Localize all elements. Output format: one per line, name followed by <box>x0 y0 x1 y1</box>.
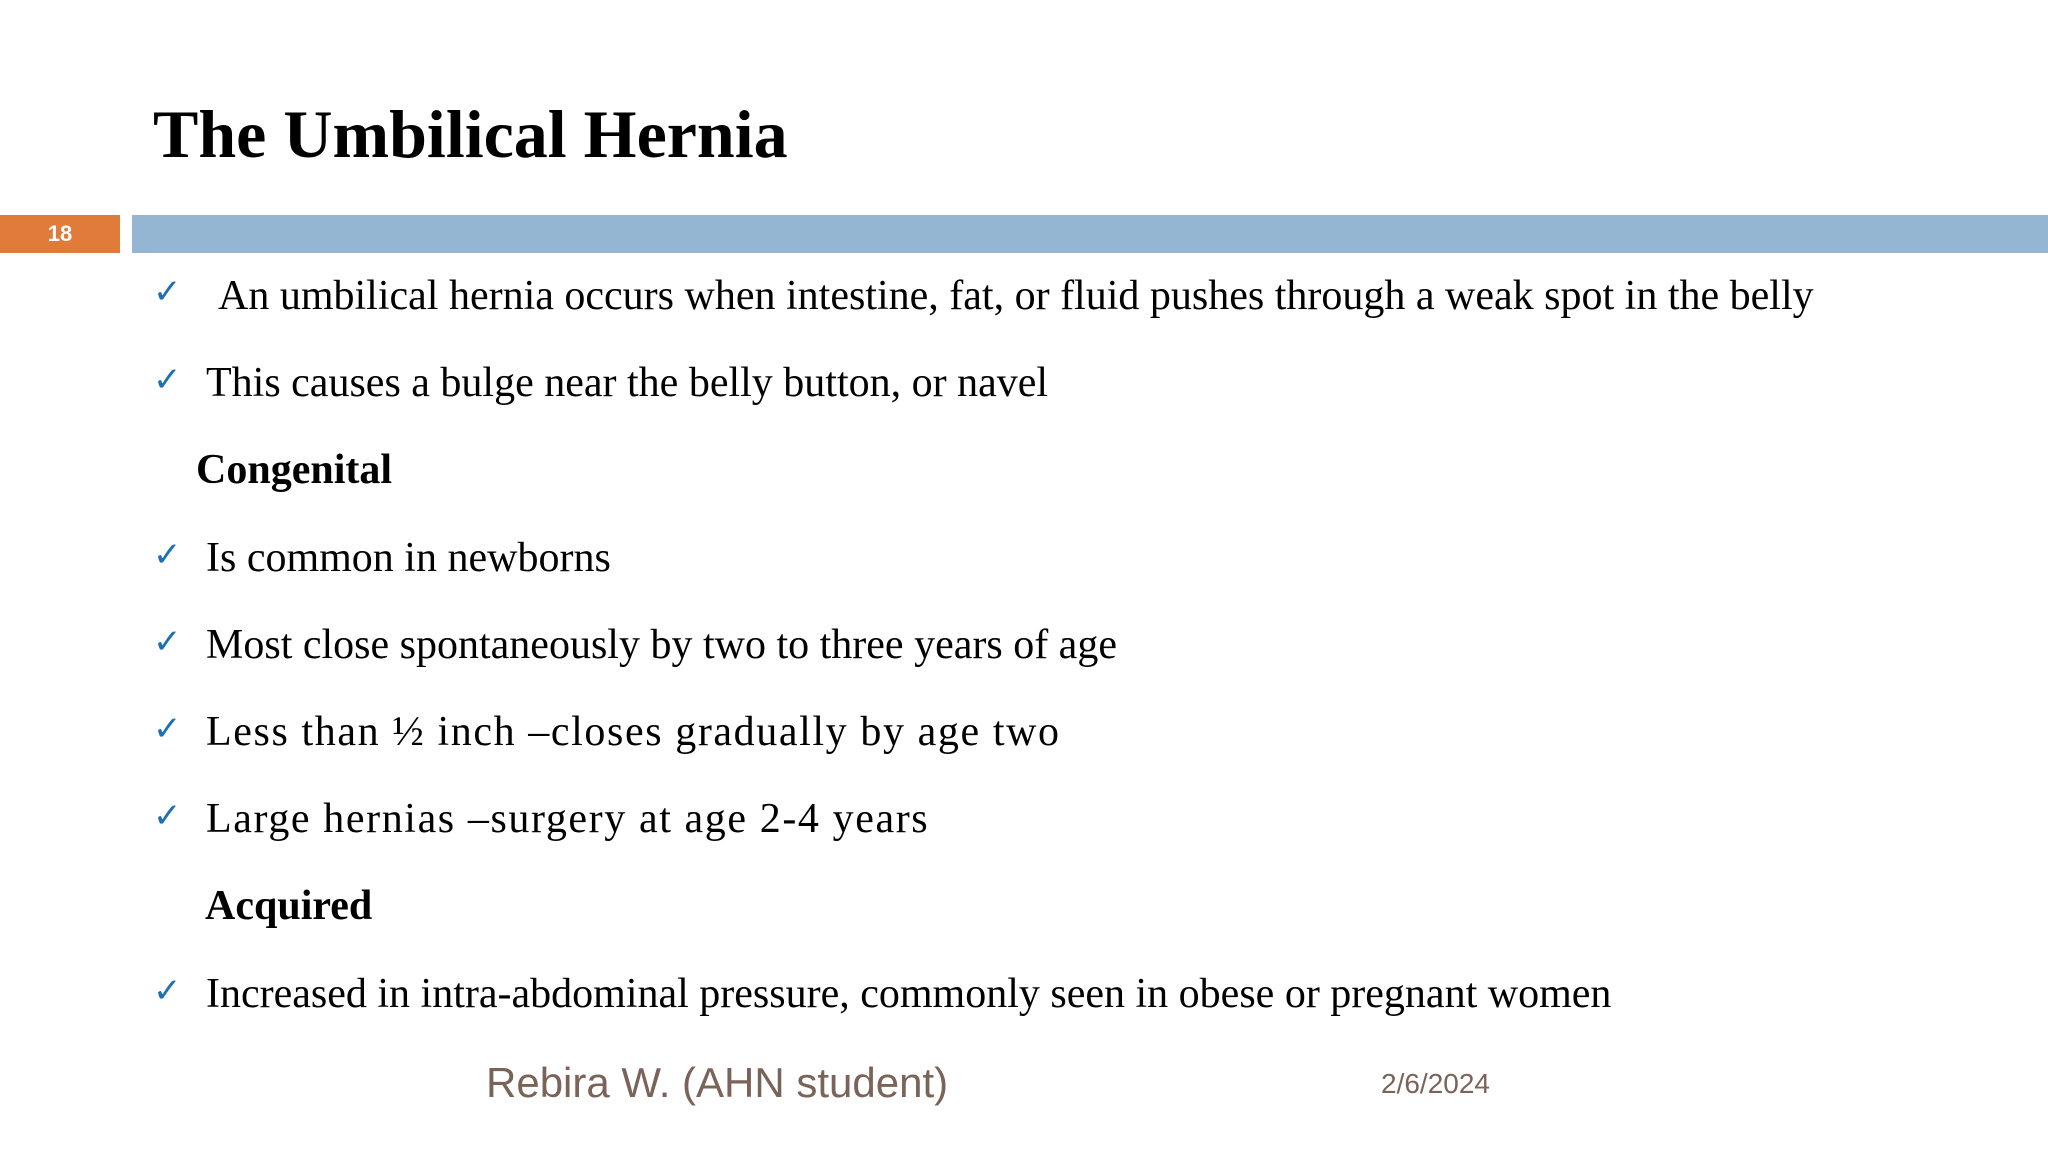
section-heading-acquired: Acquired <box>205 883 373 929</box>
slide-number-box <box>0 215 120 253</box>
checkmark-icon: ✓ <box>153 622 182 662</box>
slide-title: The Umbilical Hernia <box>153 96 788 172</box>
checkmark-icon: ✓ <box>153 709 182 749</box>
slide-number: 18 <box>47 221 73 246</box>
footer-author: Rebira W. (AHN student) <box>486 1059 949 1106</box>
bullet-text: Is common in newborns <box>206 535 611 581</box>
checkmark-icon: ✓ <box>153 360 182 400</box>
bullet-text: This causes a bulge near the belly button, or navel <box>206 360 1049 406</box>
section-heading-congenital: Congenital <box>196 447 393 493</box>
bullet-text: An umbilical hernia occurs when intestine, fat, or fluid pushes through a weak spot in the belly <box>218 273 1814 319</box>
title-underline-bar <box>132 215 2048 253</box>
bullet-text: Most close spontaneously by two to three years of age <box>206 622 1117 668</box>
footer-date: 2/6/2024 <box>1381 1068 1490 1099</box>
checkmark-icon: ✓ <box>153 971 182 1011</box>
checkmark-icon: ✓ <box>153 796 182 836</box>
bullet-text: Large hernias –surgery at age 2-4 years <box>206 796 930 842</box>
bullet-text: Less than ½ inch –closes gradually by age two <box>206 709 1061 755</box>
checkmark-icon: ✓ <box>153 272 182 312</box>
checkmark-icon: ✓ <box>153 535 182 575</box>
bullet-text: Increased in intra-abdominal pressure, commonly seen in obese or pregnant women <box>206 971 1612 1017</box>
